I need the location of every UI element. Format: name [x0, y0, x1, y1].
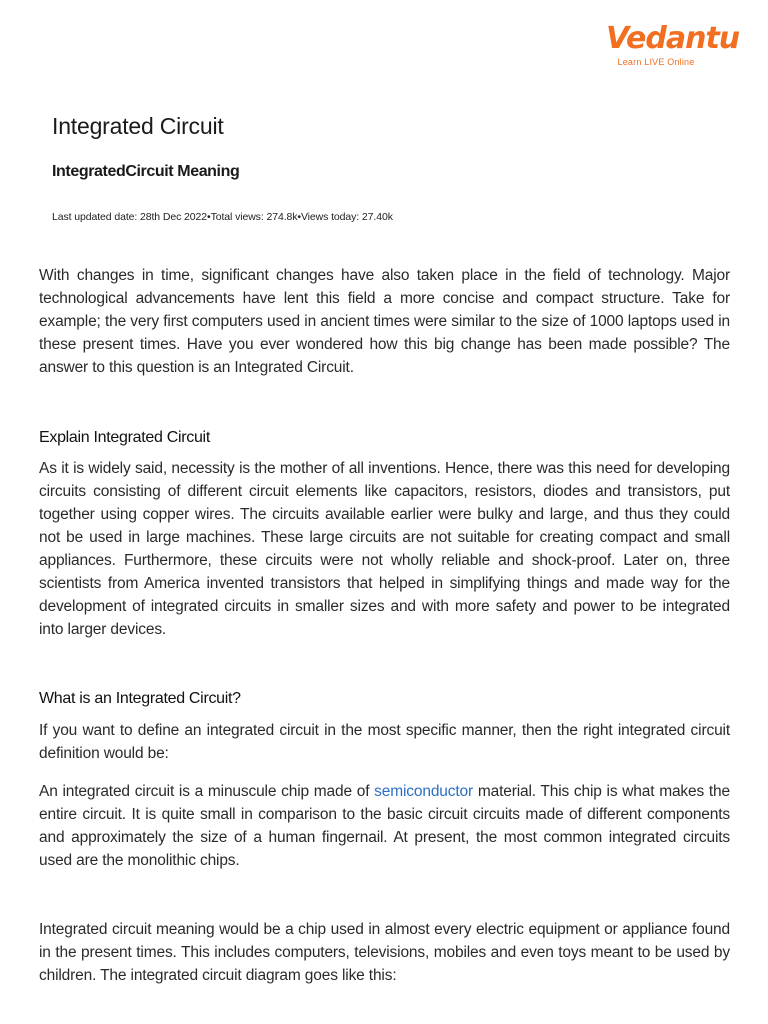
- explain-paragraph: As it is widely said, necessity is the mother of all inventions. Hence, there was this need for developing circuits consisting of different circuit elements like capacitors, resistors, diodes and transistors, put together using copper wires. The circuits available earlier were bulky and large, and thus they could not be used in large machines. These large circuits are not suitable for creating compact and small appliances. Furthermore, these circuits were not wholly reliable and shock-proof. Later on, three scientists from America invented transistors that helped in simplifying things and made way for the development of integrated circuits in smaller sizes and with more safety and power to be integrated into larger devices.: [39, 460, 730, 638]
- what-is-paragraph: If you want to define an integrated circuit in the most specific manner, then the right integrated circuit definition would be:: [39, 722, 730, 762]
- definition-text-end: material. This chip is what makes the entire circuit. It is quite small in comparison to the basic circuit circuits made of different components and approximately the size of a human fingernail. At present, the most common integrated circuits used are the monolithic chips.: [39, 783, 730, 869]
- vedantu-logo: [606, 21, 740, 67]
- definition-paragraph: [39, 780, 730, 872]
- meaning-paragraph: Integrated circuit meaning would be a chip used in almost every electric equipment or appliance found in the present times. This includes computers, televisions, mobiles and even toys meant to be used by children. The integrated circuit diagram goes like this:: [39, 921, 730, 984]
- definition-text-start: An integrated circuit is a minuscule chip made of: [39, 783, 375, 800]
- logo-wordmark: Vedantu: [606, 21, 740, 56]
- what-is-heading: What is an Integrated Circuit?: [39, 690, 241, 707]
- explain-heading: Explain Integrated Circuit: [39, 429, 210, 446]
- semiconductor-link[interactable]: semiconductor: [374, 783, 474, 800]
- intro-paragraph: With changes in time, significant changes have also taken place in the field of technology. Major technological advancements have lent this field a more concise and compact structure. Take for example; the very first computers used in ancient times were similar to the size of 1000 laptops used in these present times. Have you ever wondered how this big change has been made possible? The answer to this question is an Integrated Circuit.: [39, 267, 730, 376]
- page-meta: Last updated date: 28th Dec 2022•Total views: 274.8k•Views today: 27.40k: [52, 211, 393, 223]
- page-subtitle: IntegratedCircuit Meaning: [52, 163, 240, 180]
- page-title: Integrated Circuit: [52, 113, 224, 139]
- logo-tagline: Learn LIVE Online: [617, 57, 695, 67]
